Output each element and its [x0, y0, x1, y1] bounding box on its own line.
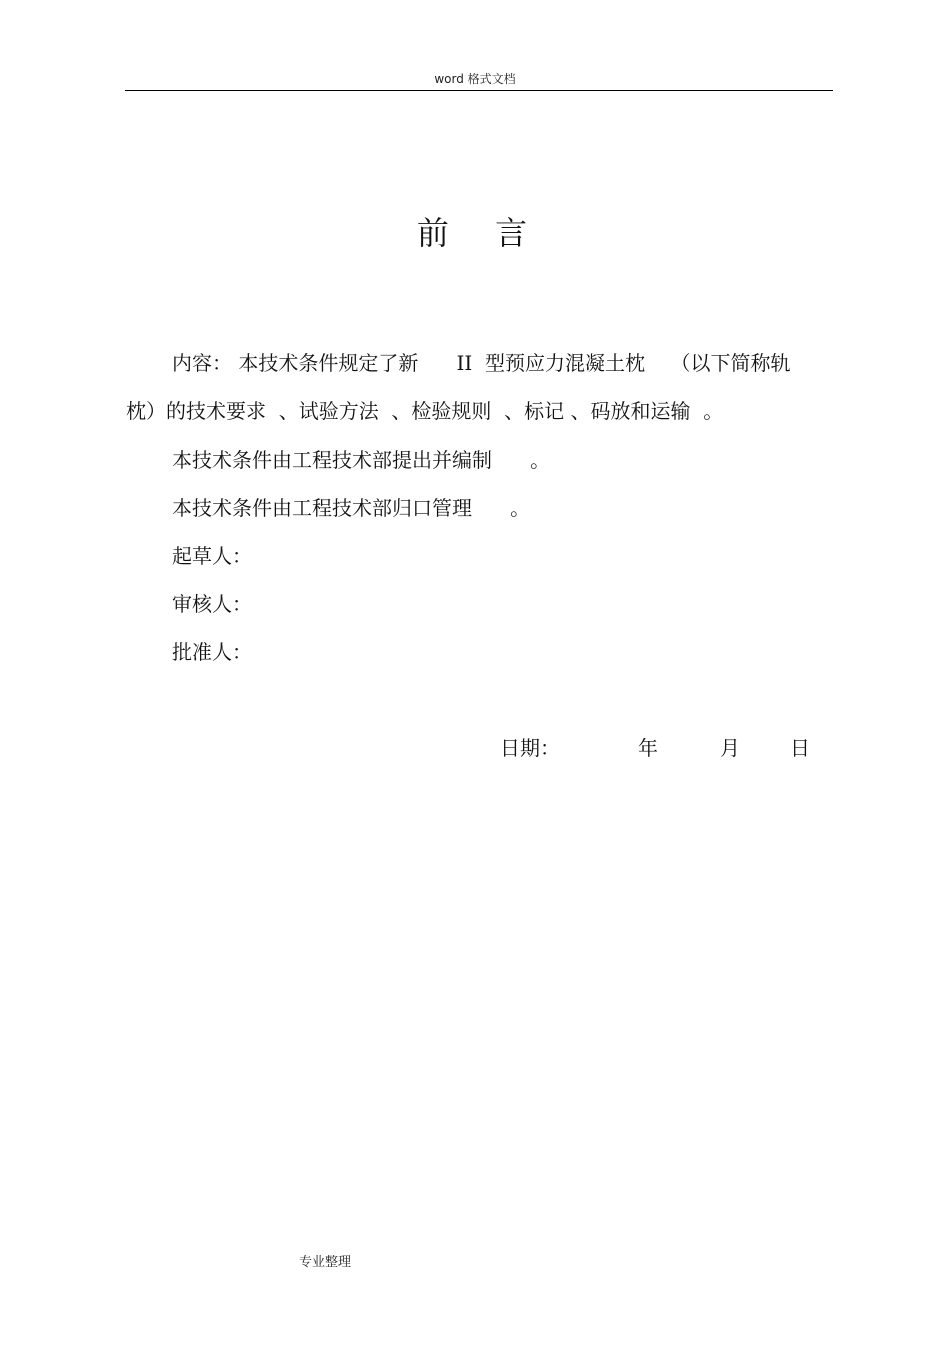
page-header: word 格式文档: [434, 72, 516, 86]
managed-by-statement: 本技术条件由工程技术部归口管理 。: [172, 496, 531, 520]
drafter-label: 起草人：: [172, 544, 252, 568]
page-title: 前 言: [416, 214, 546, 252]
approver-label: 批准人：: [172, 640, 252, 664]
date-year-label: 年: [638, 736, 658, 760]
date-label: 日期：: [500, 736, 560, 760]
date-day-label: 日: [790, 736, 810, 760]
reviewer-label: 审核人：: [172, 592, 252, 616]
page-footer: 专业整理: [299, 1255, 352, 1270]
header-divider: [125, 90, 833, 91]
compiled-by-statement: 本技术条件由工程技术部提出并编制 。: [172, 448, 551, 472]
date-month-label: 月: [720, 736, 740, 760]
content-paragraph-line-1: 内容： 本技术条件规定了新 II 型预应力混凝土枕 （以下简称轨: [172, 351, 791, 375]
content-paragraph-line-2: 枕）的技术要求 、试验方法 、检验规则 、标记 、码放和运输 。: [126, 399, 724, 423]
